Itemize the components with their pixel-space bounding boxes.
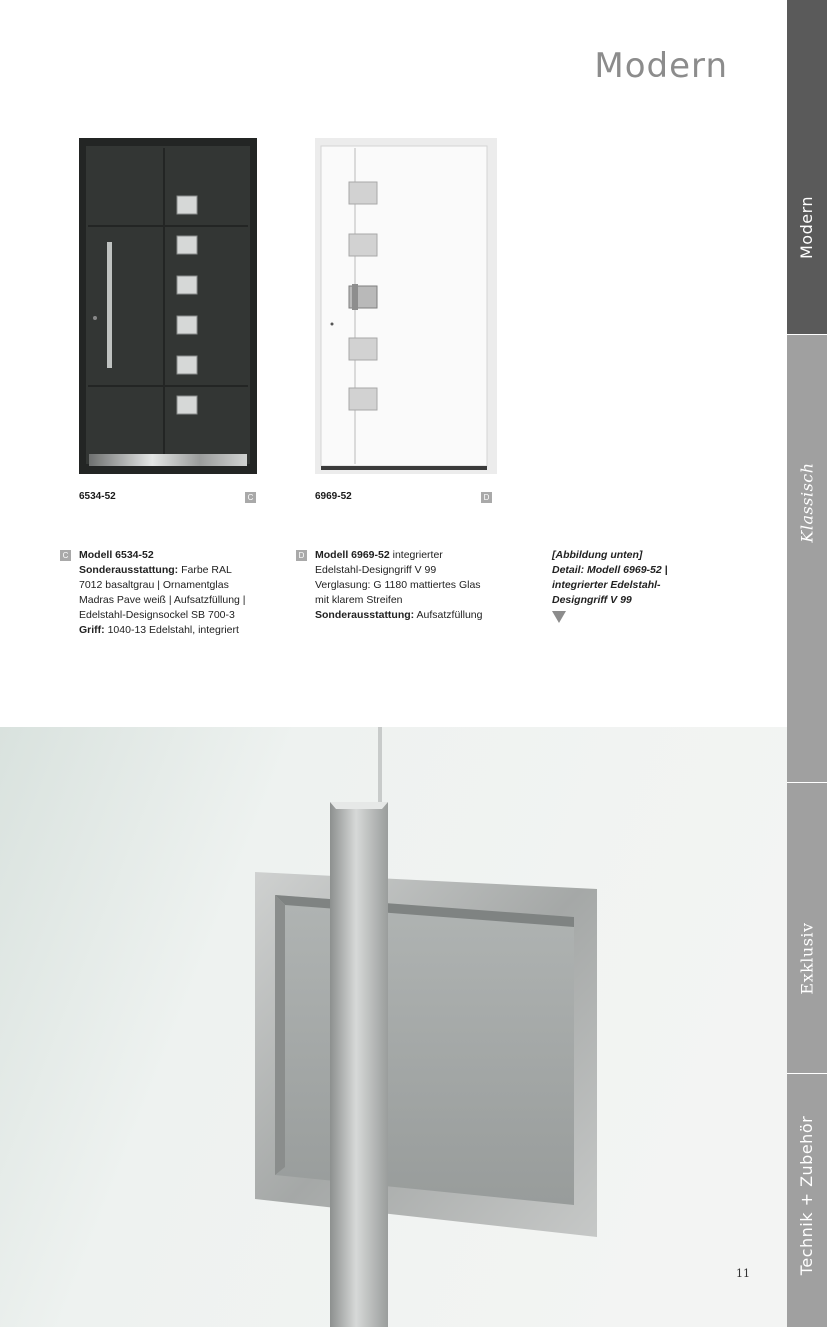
- model-name: Modell 6969-52: [315, 549, 390, 561]
- page-number: 11: [736, 1267, 750, 1280]
- spec-line: 7012 basaltgrau | Ornamentglas: [79, 579, 229, 591]
- description-6969-52: [298, 548, 525, 623]
- image-note: [552, 548, 668, 623]
- spec-value: integrierter: [389, 549, 443, 561]
- model-name: Modell 6534-52: [79, 549, 154, 561]
- spec-line: Verglasung: G 1180 mattiertes Glas: [315, 579, 481, 591]
- door-6534-52-illustration: [79, 138, 257, 474]
- note-line: Detail: Modell 6969-52 |: [552, 564, 668, 576]
- product-code: 6969-52: [315, 491, 352, 502]
- handle-detail-image: [0, 727, 787, 1327]
- spec-label: Sonderausstattung:: [79, 564, 179, 576]
- tab-klassisch[interactable]: [787, 335, 827, 782]
- spec-line: Madras Pave weiß | Aufsatzfüllung |: [79, 594, 246, 606]
- letter-badge-d: D: [481, 492, 492, 503]
- spec-label: Griff:: [79, 624, 105, 636]
- tab-modern[interactable]: [787, 0, 827, 334]
- description-6534-52: [62, 548, 279, 638]
- triangle-down-icon: [552, 611, 566, 623]
- handle-detail-illustration: [0, 727, 787, 1327]
- spec-value: Farbe RAL: [178, 564, 232, 576]
- spec-value: 1040-13 Edelstahl, integriert: [104, 624, 239, 636]
- tab-modern-label: Modern: [797, 195, 817, 259]
- door-image-6534-52: [79, 138, 257, 474]
- letter-badge-c: C: [245, 492, 256, 503]
- door-6969-52-illustration: [315, 138, 497, 474]
- tab-technik-label: Technik + Zubehör: [797, 1115, 817, 1276]
- note-line: Designgriff V 99: [552, 594, 632, 606]
- page-title: Modern: [594, 46, 728, 86]
- note-line: integrierter Edelstahl-: [552, 579, 661, 591]
- letter-badge-d: D: [296, 550, 307, 561]
- spec-line: mit klarem Streifen: [315, 594, 403, 606]
- caption-6969-52: [315, 491, 493, 505]
- door-image-6969-52: [315, 138, 497, 474]
- spec-label: Sonderausstattung:: [315, 609, 415, 621]
- product-code: 6534-52: [79, 491, 116, 502]
- letter-badge-c: C: [60, 550, 71, 561]
- tab-exklusiv[interactable]: [787, 783, 827, 1073]
- tab-klassisch-label: Klassisch: [797, 462, 817, 543]
- tab-exklusiv-label: Exklusiv: [797, 921, 817, 995]
- note-line: [Abbildung unten]: [552, 549, 643, 561]
- section-tabs: [787, 0, 827, 1327]
- caption-6534-52: [79, 491, 257, 505]
- spec-line: Edelstahl-Designsockel SB 700-3: [79, 609, 235, 621]
- spec-line: Edelstahl-Designgriff V 99: [315, 564, 437, 576]
- spec-value: Aufsatzfüllung: [414, 609, 483, 621]
- tab-technik-zubehoer[interactable]: [787, 1074, 827, 1327]
